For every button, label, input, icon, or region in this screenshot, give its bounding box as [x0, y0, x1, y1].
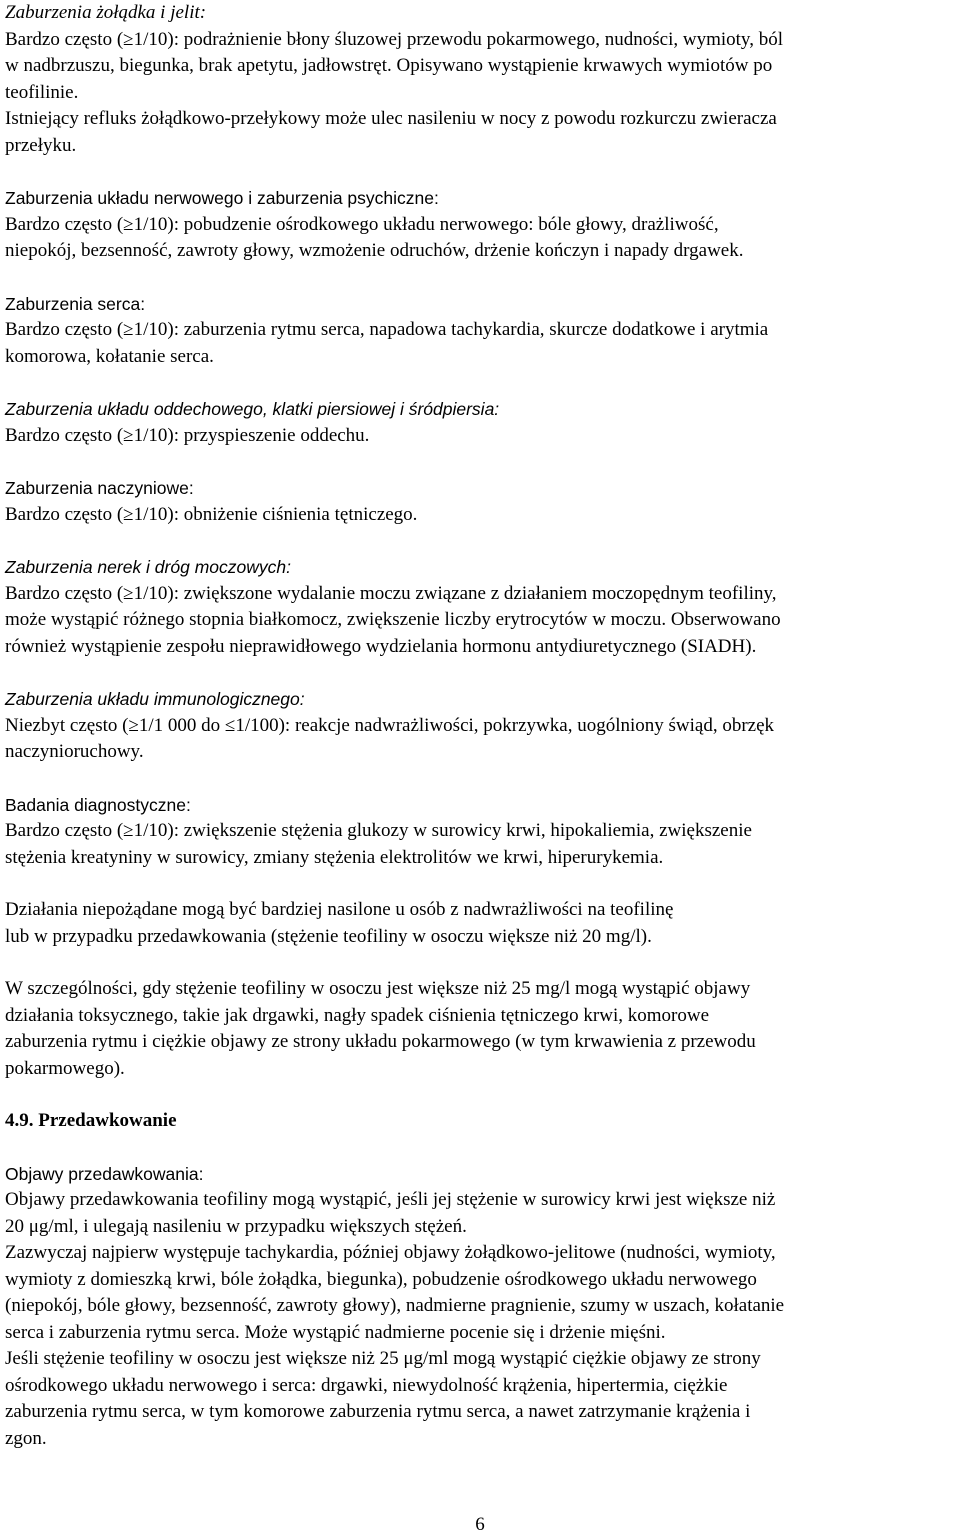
text-line: Bardzo często (≥1/10): zaburzenia rytmu serca, napadowa tachykardia, skurcze dodatkowe i arytmia [5, 319, 769, 340]
spacer [5, 265, 957, 291]
text-line: naczynioruchowy. [5, 741, 144, 762]
text-line: Działania niepożądane mogą być bardziej nasilone u osób z nadwrażliwości na teofilinę [5, 899, 674, 920]
document-page [5, 0, 957, 1452]
spacer [5, 528, 957, 554]
text-line: stężenia kreatyniny w surowicy, zmiany stężenia elektrolitów we krwi, hiperurykemia. [5, 846, 664, 868]
text-line: (niepokój, bóle głowy, bezsenność, zawroty głowy), nadmierne pragnienie, szumy w uszach, kołatanie [5, 1295, 785, 1316]
heading-overdose-symptoms: Objawy przedawkowania: [5, 1163, 204, 1184]
text-line: Niezbyt często (≥1/1 000 do ≤1/100): reakcje nadwrażliwości, pokrzywka, uogólniony świąd, obrzęk [5, 714, 775, 736]
text-line: również wystąpienie zespołu nieprawidłowego wydzielania hormonu antydiuretycznego (SIADH). [5, 635, 757, 657]
text-line: Istniejący refluks żołądkowo-przełykowy może ulec nasileniu w nocy z powodu rozkurczu zwieracza [5, 108, 777, 129]
spacer [5, 871, 957, 897]
text-line: ośrodkowego układu nerwowego i serca: drgawki, niewydolność krążenia, hipertermia, ciężkie [5, 1374, 728, 1396]
text-line: serca i zaburzenia rytmu serca. Może wystąpić nadmierne pocenie się i drżenie mięśni. [5, 1321, 666, 1343]
text-line: wymioty z domieszką krwi, bóle żołądka, biegunka), pobudzenie ośrodkowego układu nerwowego [5, 1268, 757, 1290]
heading-diagnostic-tests: Badania diagnostyczne: [5, 794, 191, 815]
heading-renal-disorders: Zaburzenia nerek i dróg moczowych: [5, 557, 291, 577]
text-line: Bardzo często (≥1/10): zwiększone wydalanie moczu związane z działaniem moczopędnym teofiliny, [5, 582, 777, 604]
text-line: zaburzenia rytmu i ciężkie objawy ze strony układu pokarmowego (w tym krwawienia z przewodu [5, 1031, 756, 1052]
spacer [5, 950, 957, 976]
text-line: Bardzo często (≥1/10): przyspieszenie oddechu. [5, 424, 370, 446]
heading-vascular-disorders: Zaburzenia naczyniowe: [5, 478, 194, 498]
text-line: teofilinie. [5, 81, 79, 103]
text-line: Bardzo często (≥1/10): pobudzenie ośrodkowego układu nerwowego: bóle głowy, drażliwość, [5, 213, 719, 235]
heading-gi-disorders: Zaburzenia żołądka i jelit: [5, 2, 207, 23]
text-line: może wystąpić różnego stopnia białkomocz, zwiększenie liczby erytrocytów w moczu. Obserwowano [5, 609, 781, 630]
text-line: działania toksycznego, takie jak drgawki, nagły spadek ciśnienia tętniczego krwi, komorowe [5, 1004, 710, 1026]
spacer [5, 159, 957, 185]
spacer [5, 1082, 957, 1108]
text-line: komorowa, kołatanie serca. [5, 345, 214, 367]
heading-immune-disorders: Zaburzenia układu immunologicznego: [5, 689, 305, 709]
spacer [5, 449, 957, 475]
text-line: Bardzo często (≥1/10): zwiększenie stężenia glukozy w surowicy krwi, hipokaliemia, zwiększenie [5, 820, 752, 841]
spacer [5, 766, 957, 792]
text-line: lub w przypadku przedawkowania (stężenie teofiliny w osoczu większe niż 20 mg/l). [5, 925, 652, 947]
text-line: zgon. [5, 1427, 47, 1449]
text-line: Bardzo często (≥1/10): obniżenie ciśnienia tętniczego. [5, 503, 418, 525]
spacer [5, 1135, 957, 1161]
text-line: Objawy przedawkowania teofiliny mogą wystąpić, jeśli jej stężenie w surowicy krwi jest większe niż [5, 1189, 776, 1210]
heading-nervous-disorders: Zaburzenia układu nerwowego i zaburzenia psychiczne: [5, 188, 439, 208]
text-line: Bardzo często (≥1/10): podrażnienie błony śluzowej przewodu pokarmowego, nudności, wymioty, ból [5, 28, 783, 50]
text-line: W szczególności, gdy stężenie teofiliny w osoczu jest większe niż 25 mg/l mogą wystąpić objawy [5, 978, 751, 999]
text-line: pokarmowego). [5, 1057, 125, 1079]
spacer [5, 370, 957, 396]
text-line: Jeśli stężenie teofiliny w osoczu jest większe niż 25 μg/ml mogą wystąpić ciężkie objawy ze strony [5, 1348, 761, 1369]
text-line: w nadbrzuszu, biegunka, brak apetytu, jadłowstręt. Opisywano wystąpienie krwawych wymiotów po [5, 55, 773, 76]
heading-cardiac-disorders: Zaburzenia serca: [5, 293, 146, 314]
text-line: przełyku. [5, 134, 77, 156]
heading-respiratory-disorders: Zaburzenia układu oddechowego, klatki piersiowej i śródpiersia: [5, 399, 500, 419]
section-heading-overdose: 4.9. Przedawkowanie [5, 1110, 177, 1131]
text-line: niepokój, bezsenność, zawroty głowy, wzmożenie odruchów, drżenie kończyn i napady drgawek. [5, 240, 744, 261]
page-number: 6 [475, 1514, 485, 1535]
text-line: Zazwyczaj najpierw występuje tachykardia, później objawy żołądkowo-jelitowe (nudności, wymioty, [5, 1242, 776, 1263]
text-line: 20 μg/ml, i ulegają nasileniu w przypadku większych stężeń. [5, 1215, 467, 1237]
text-line: zaburzenia rytmu serca, w tym komorowe zaburzenia rytmu serca, a nawet zatrzymanie krążenia i [5, 1401, 751, 1422]
spacer [5, 660, 957, 686]
